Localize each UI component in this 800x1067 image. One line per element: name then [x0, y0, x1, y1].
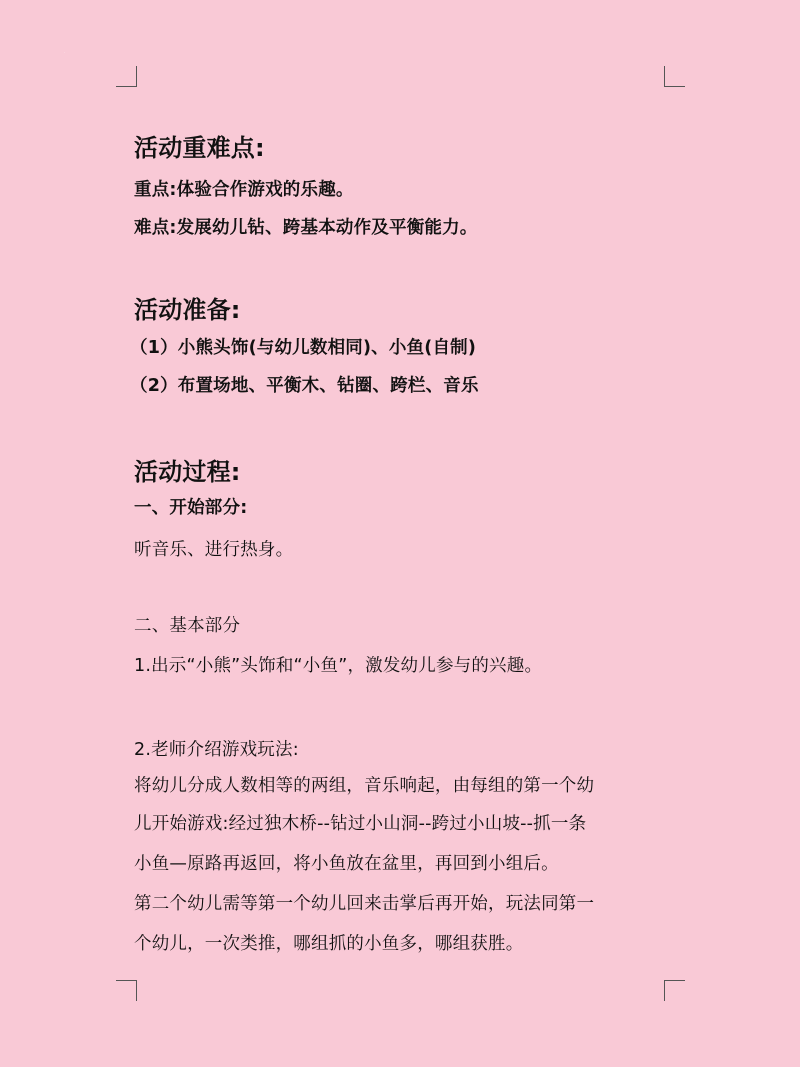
step2-line-1: 将幼儿分成人数相等的两组，音乐响起，由每组的第一个幼 — [134, 776, 595, 796]
heading-preparation: 活动准备: — [134, 296, 241, 324]
heading-process: 活动过程: — [134, 458, 241, 486]
step2-title: 2.老师介绍游戏玩法: — [134, 740, 299, 760]
crop-mark-top-left — [116, 66, 137, 87]
difficulty-key-point: 重点:体验合作游戏的乐趣。 — [134, 180, 354, 200]
heading-difficulty: 活动重难点: — [134, 134, 265, 162]
part2-title: 二、基本部分 — [134, 616, 241, 636]
part1-text: 听音乐、进行热身。 — [134, 540, 294, 560]
preparation-item-1: （1）小熊头饰(与幼儿数相同)、小鱼(自制) — [130, 338, 477, 358]
part1-title: 一、开始部分: — [134, 498, 248, 518]
difficulty-hard-point: 难点:发展幼儿钻、跨基本动作及平衡能力。 — [134, 218, 478, 238]
step2-line-4: 第二个幼儿需等第一个幼儿回来击掌后再开始，玩法同第一 — [134, 894, 595, 914]
step2-line-3: 小鱼—原路再返回，将小鱼放在盆里，再回到小组后。 — [134, 854, 559, 874]
crop-mark-bottom-left — [116, 980, 137, 1001]
step2-line-2: 儿开始游戏:经过独木桥--钻过小山洞--跨过小山坡--抓一条 — [134, 814, 587, 834]
part2-step1: 1.出示“小熊”头饰和“小鱼”，激发幼儿参与的兴趣。 — [134, 656, 543, 676]
crop-mark-top-right — [664, 66, 685, 87]
crop-mark-bottom-right — [664, 980, 685, 1001]
step2-line-5: 个幼儿，一次类推，哪组抓的小鱼多，哪组获胜。 — [134, 934, 524, 954]
preparation-item-2: （2）布置场地、平衡木、钻圈、跨栏、音乐 — [130, 376, 479, 396]
